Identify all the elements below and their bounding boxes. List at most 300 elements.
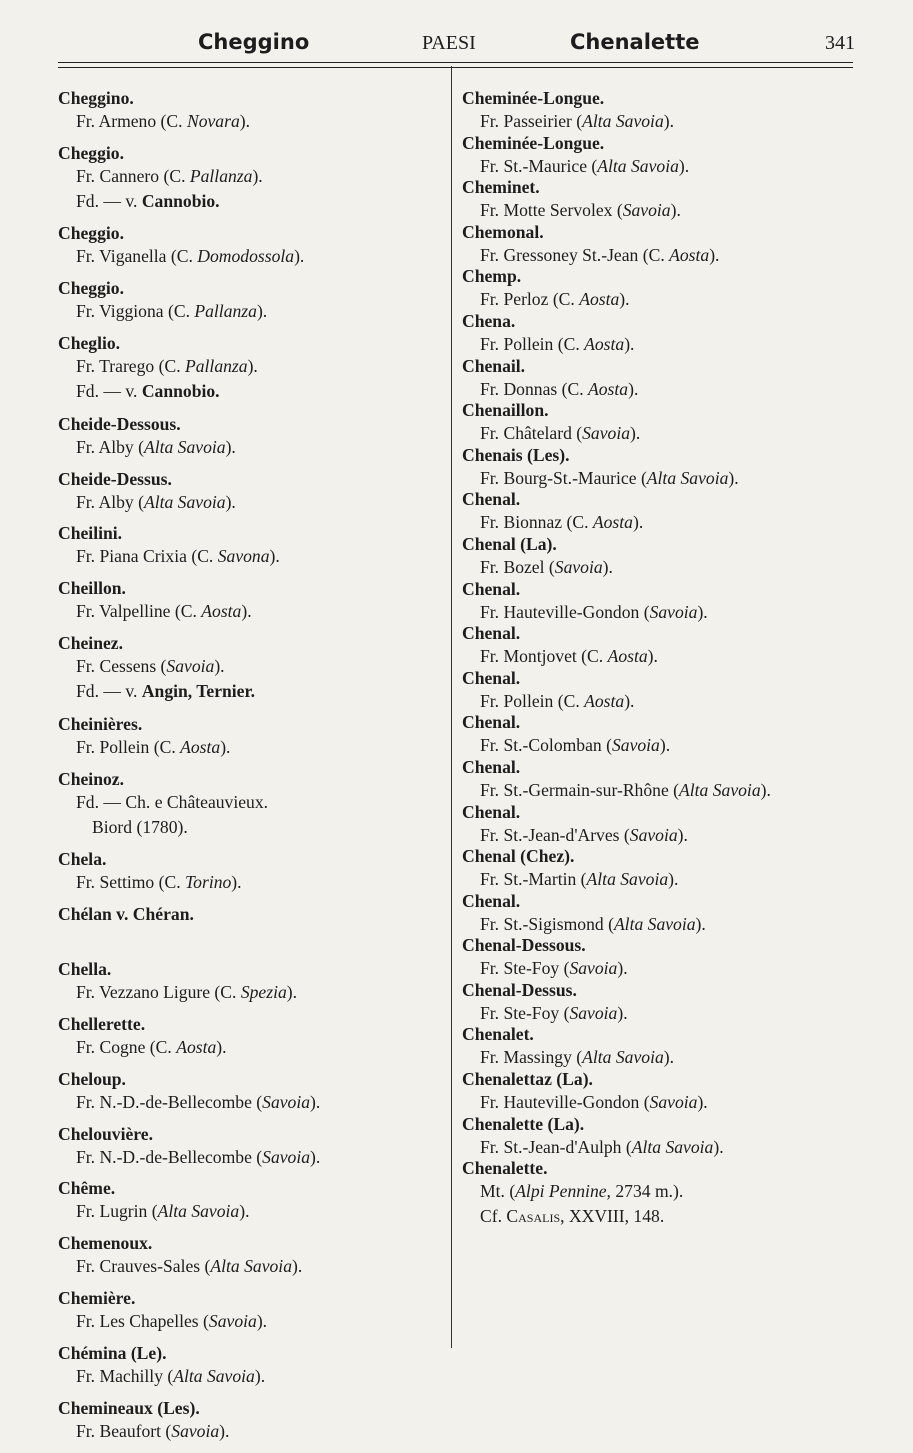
detail-text: ). bbox=[697, 1092, 708, 1113]
entry-headword: Chenalette. bbox=[462, 1158, 548, 1179]
detail-text: Fr. Hauteville-Gondon ( bbox=[480, 601, 650, 622]
detail-text: Fr. N.-D.-de-Bellecombe ( bbox=[76, 1091, 263, 1112]
detail-text: Fr. Massingy ( bbox=[480, 1047, 583, 1068]
gazetteer-entry bbox=[462, 802, 862, 847]
place-name-italic: Savoia bbox=[649, 601, 698, 622]
entry-detail-line bbox=[462, 1001, 862, 1026]
detail-text: ). bbox=[713, 1136, 724, 1157]
entry-headword: Chemenoux. bbox=[58, 1233, 153, 1254]
detail-text: Fr. St.-Jean-d'Arves ( bbox=[480, 824, 630, 845]
detail-text: ). bbox=[668, 869, 679, 890]
place-name-italic: Alta Savoia bbox=[679, 779, 761, 800]
citation-prefix: Cf. bbox=[480, 1206, 507, 1227]
entry-detail-line bbox=[58, 189, 448, 214]
entry-detail-line bbox=[462, 689, 862, 714]
entry-detail-line bbox=[58, 1419, 448, 1444]
gazetteer-entry bbox=[462, 1114, 862, 1159]
detail-text: ). bbox=[254, 1366, 266, 1387]
entry-detail-line bbox=[462, 1179, 862, 1204]
entry-headword: Chenais (Les). bbox=[462, 444, 570, 465]
gazetteer-entry bbox=[462, 400, 862, 445]
entry-headword: Chemineaux (Les). bbox=[58, 1398, 200, 1419]
place-name-italic: Pallanza bbox=[185, 356, 248, 377]
place-name-italic: Alta Savoia bbox=[157, 1201, 240, 1222]
entry-headword: Chellerette. bbox=[58, 1013, 146, 1034]
gazetteer-entry bbox=[58, 1288, 448, 1343]
entry-detail-line bbox=[58, 1254, 448, 1279]
entry-headword: Chenal-Dessus. bbox=[462, 979, 577, 1000]
place-name-italic: Aosta bbox=[592, 512, 633, 533]
detail-text: Fr. St.-Germain-sur-Rhône ( bbox=[480, 779, 680, 800]
gazetteer-entry bbox=[58, 1398, 448, 1453]
header-section-title: PAESI bbox=[422, 32, 476, 54]
citation-line bbox=[462, 1204, 862, 1229]
gazetteer-entry bbox=[58, 88, 448, 143]
detail-text: ). bbox=[214, 656, 225, 677]
gazetteer-entry bbox=[462, 534, 862, 579]
gazetteer-entry bbox=[462, 712, 862, 757]
entry-detail-line bbox=[462, 466, 862, 491]
gazetteer-entry bbox=[462, 1069, 862, 1114]
entry-headword: Chemp. bbox=[462, 266, 522, 287]
left-column bbox=[58, 88, 448, 1453]
detail-text: Fr. Trarego (C. bbox=[76, 356, 185, 377]
place-name-italic: Spezia bbox=[240, 981, 287, 1002]
detail-text: Fr. Vezzano Ligure (C. bbox=[76, 981, 241, 1002]
entry-headword: Chémina (Le). bbox=[58, 1343, 167, 1364]
place-name-italic: Pallanza bbox=[189, 165, 253, 186]
gazetteer-entry bbox=[462, 445, 862, 490]
detail-text: Fr. Châtelard ( bbox=[480, 423, 583, 444]
detail-text: Fr. Hauteville-Gondon ( bbox=[480, 1092, 650, 1113]
entry-headword: Chenal. bbox=[462, 578, 521, 599]
entry-detail-line bbox=[462, 421, 862, 446]
entry-headword: Cheide-Dessous. bbox=[58, 413, 181, 434]
entry-headword: Chenal. bbox=[462, 801, 521, 822]
detail-text: ). bbox=[252, 165, 263, 186]
detail-text: Fd. — v. bbox=[76, 381, 142, 402]
gazetteer-entry bbox=[58, 904, 448, 959]
gazetteer-entry bbox=[462, 935, 862, 980]
detail-text: ). bbox=[695, 913, 706, 934]
detail-text: ). bbox=[663, 111, 675, 131]
gazetteer-entry bbox=[462, 1158, 862, 1227]
entry-headword: Cheminet. bbox=[462, 177, 540, 198]
gazetteer-entry bbox=[462, 222, 862, 267]
entry-headword: Chenal (La). bbox=[462, 533, 557, 554]
entry-detail-line bbox=[462, 778, 862, 803]
entry-detail-line bbox=[58, 164, 448, 189]
place-name-italic: Savoia bbox=[629, 824, 678, 845]
entry-detail-line bbox=[462, 912, 862, 937]
detail-text: ). bbox=[628, 378, 639, 399]
entry-detail-line bbox=[462, 109, 862, 134]
place-name-italic: Savoia bbox=[569, 958, 618, 979]
entry-headword: Chenalet. bbox=[462, 1024, 534, 1045]
entry-detail-line bbox=[58, 870, 448, 895]
detail-text: ). bbox=[231, 872, 242, 893]
entry-headword: Chemière. bbox=[58, 1288, 136, 1309]
entry-headword: Cheminée-Longue. bbox=[462, 132, 605, 153]
entry-detail-line bbox=[58, 1090, 448, 1115]
detail-text: Fr. Alby ( bbox=[76, 436, 144, 457]
entry-headword: Cheggio. bbox=[58, 278, 124, 299]
entry-headword: Cheggino. bbox=[58, 88, 134, 108]
place-name-italic: Alta Savoia bbox=[597, 155, 679, 176]
place-name-italic: Savoia bbox=[208, 1311, 257, 1332]
gazetteer-entry bbox=[58, 1178, 448, 1233]
detail-text: ). bbox=[617, 1002, 628, 1023]
detail-text: ). bbox=[239, 1201, 250, 1222]
entry-detail-line bbox=[462, 867, 862, 892]
gazetteer-entry bbox=[462, 980, 862, 1025]
entry-detail-line bbox=[462, 154, 862, 179]
detail-text: ). bbox=[241, 601, 252, 622]
gazetteer-entry bbox=[58, 333, 448, 414]
entry-headword: Cheggio. bbox=[58, 142, 124, 163]
gazetteer-entry bbox=[58, 959, 448, 1014]
detail-text: ). bbox=[647, 646, 658, 667]
entry-headword: Cheilini. bbox=[58, 523, 123, 544]
detail-text: ). bbox=[760, 779, 771, 800]
entry-headword: Cheggio. bbox=[58, 223, 124, 244]
entry-detail-line bbox=[462, 823, 862, 848]
detail-text: Fr. Pollein (C. bbox=[480, 333, 585, 354]
entry-headword: Cheillon. bbox=[58, 578, 126, 599]
detail-text: Fd. — v. bbox=[76, 190, 142, 211]
place-name-italic: Savoia bbox=[611, 735, 660, 756]
place-name-italic: Aosta bbox=[176, 1036, 217, 1057]
page-number: 341 bbox=[825, 32, 855, 54]
cross-reference: Cannobio. bbox=[141, 381, 220, 402]
place-name-italic: Aosta bbox=[607, 646, 648, 667]
entry-headword: Chenail. bbox=[462, 355, 526, 376]
gazetteer-entry bbox=[462, 623, 862, 668]
entry-headword: Chélan v. Chéran. bbox=[58, 904, 194, 925]
gazetteer-entry bbox=[58, 1233, 448, 1288]
gazetteer-entry bbox=[462, 177, 862, 222]
gazetteer-entry bbox=[58, 1014, 448, 1069]
header-rule-top bbox=[58, 62, 853, 63]
entry-headword: Chenal-Dessous. bbox=[462, 935, 586, 956]
gazetteer-entry bbox=[462, 266, 862, 311]
detail-text: Fd. — v. bbox=[76, 681, 142, 702]
detail-text: ). bbox=[292, 1256, 303, 1277]
gazetteer-entry bbox=[462, 891, 862, 936]
detail-text: Fr. Valpelline (C. bbox=[76, 601, 202, 622]
detail-text: Fr. St.-Maurice ( bbox=[480, 155, 598, 176]
place-name-italic: Torino bbox=[185, 872, 232, 893]
detail-text: Fr. Perloz (C. bbox=[480, 289, 580, 310]
entry-headword: Cheloup. bbox=[58, 1068, 126, 1089]
citation-author: Casalis bbox=[506, 1206, 561, 1227]
entry-headword: Chenal. bbox=[462, 756, 521, 777]
detail-text: ). bbox=[663, 1047, 675, 1068]
entry-detail-line bbox=[58, 1309, 448, 1334]
entry-detail-line bbox=[462, 1135, 862, 1160]
entry-headword: Cheinoz. bbox=[58, 768, 124, 789]
detail-text: ). bbox=[216, 1036, 227, 1057]
detail-text: Fr. Beaufort ( bbox=[76, 1421, 172, 1442]
citation-suffix: , XXVIII, 148. bbox=[560, 1206, 665, 1227]
place-name-italic: Aosta bbox=[669, 244, 710, 265]
entry-detail-line bbox=[58, 435, 448, 460]
detail-text: Fr. Passeirier ( bbox=[480, 111, 583, 131]
detail-text: ). bbox=[256, 301, 268, 322]
cross-reference: Cannobio. bbox=[141, 190, 220, 211]
gazetteer-entry bbox=[58, 523, 448, 578]
place-name-italic: Alta Savoia bbox=[582, 1047, 664, 1068]
entry-detail-line bbox=[58, 354, 448, 379]
entry-headword: Chenalette (La). bbox=[462, 1113, 585, 1134]
entry-headword: Chenal. bbox=[462, 623, 521, 644]
entry-detail-line bbox=[462, 198, 862, 223]
place-name-italic: Savoia bbox=[171, 1421, 220, 1442]
right-column bbox=[462, 88, 862, 1227]
entry-detail-line bbox=[58, 679, 448, 704]
place-name-italic: Aosta bbox=[201, 601, 242, 622]
place-name-italic: Savoia bbox=[569, 1002, 618, 1023]
place-name-italic: Pallanza bbox=[194, 301, 257, 322]
gazetteer-entry bbox=[58, 1124, 448, 1179]
detail-text: ). bbox=[678, 155, 690, 176]
detail-text: ). bbox=[225, 491, 236, 512]
detail-text: ). bbox=[617, 958, 628, 979]
entry-detail-line bbox=[462, 332, 862, 357]
header-right-word: Chenalette bbox=[570, 30, 700, 54]
detail-text: ). bbox=[286, 981, 298, 1002]
detail-text: ). bbox=[602, 556, 613, 577]
detail-text: Fr. Montjovet (C. bbox=[480, 646, 608, 667]
gazetteer-entry bbox=[58, 278, 448, 333]
detail-text: Fr. N.-D.-de-Bellecombe ( bbox=[76, 1146, 263, 1167]
gazetteer-entry bbox=[58, 223, 448, 278]
header-rule-bottom bbox=[58, 67, 853, 68]
entry-headword: Cheinez. bbox=[58, 633, 123, 654]
entry-headword: Chella. bbox=[58, 958, 112, 979]
entry-headword: Cheglio. bbox=[58, 333, 121, 354]
gazetteer-entry bbox=[462, 757, 862, 802]
place-name-italic: Savoia bbox=[262, 1091, 311, 1112]
place-name-italic: Alta Savoia bbox=[646, 467, 729, 488]
entry-detail-line bbox=[58, 599, 448, 624]
detail-text: Mt. ( bbox=[480, 1181, 516, 1202]
entry-detail-line bbox=[58, 544, 448, 569]
entry-detail-line bbox=[58, 379, 448, 404]
entry-headword: Chela. bbox=[58, 849, 107, 870]
gazetteer-entry bbox=[58, 714, 448, 769]
detail-text: ). bbox=[670, 200, 681, 221]
detail-text: Fr. Lugrin ( bbox=[76, 1201, 158, 1222]
gazetteer-entry bbox=[58, 633, 448, 714]
entry-detail-line bbox=[462, 287, 862, 312]
detail-text: Fr. Donnas (C. bbox=[480, 378, 589, 399]
detail-text: Fr. St.-Colomban ( bbox=[480, 735, 612, 756]
entry-detail-line bbox=[462, 600, 862, 625]
detail-text: Biord (1780). bbox=[92, 816, 188, 837]
entry-detail-line bbox=[58, 1364, 448, 1389]
place-name-italic: Alta Savoia bbox=[582, 111, 664, 131]
entry-headword: Chenaillon. bbox=[462, 400, 549, 421]
detail-text: Fr. Viganella (C. bbox=[76, 246, 198, 267]
entry-detail-line bbox=[462, 555, 862, 580]
entry-detail-line bbox=[58, 244, 448, 269]
entry-detail-line bbox=[58, 109, 448, 134]
place-name-italic: Domodossola bbox=[197, 246, 295, 267]
detail-text: Fr. Ste-Foy ( bbox=[480, 1002, 570, 1023]
entry-detail-line bbox=[462, 733, 862, 758]
detail-text: Fr. Bourg-St.-Maurice ( bbox=[480, 467, 647, 488]
gazetteer-entry bbox=[58, 1343, 448, 1398]
detail-text: Fr. Viggiona (C. bbox=[76, 301, 195, 322]
detail-text: Fr. Piana Crixia (C. bbox=[76, 546, 218, 567]
gazetteer-entry bbox=[58, 143, 448, 224]
place-name-italic: Savoia bbox=[262, 1146, 311, 1167]
place-name-italic: Aosta bbox=[584, 690, 625, 711]
place-name-italic: Alta Savoia bbox=[143, 491, 226, 512]
gazetteer-entry bbox=[58, 1069, 448, 1124]
detail-text: Fr. Machilly ( bbox=[76, 1366, 174, 1387]
entry-detail-line bbox=[462, 956, 862, 981]
detail-text: 2734 m.). bbox=[610, 1181, 684, 1202]
detail-text: ). bbox=[632, 512, 644, 533]
entry-detail-line bbox=[58, 980, 448, 1005]
detail-text: ). bbox=[220, 736, 231, 757]
detail-text: ). bbox=[310, 1146, 321, 1167]
detail-text: Fr. Gressoney St.-Jean (C. bbox=[480, 244, 670, 265]
detail-text: Fr. Settimo (C. bbox=[76, 872, 185, 893]
entry-headword: Cheide-Dessus. bbox=[58, 468, 172, 489]
detail-text: Fr. Cannero (C. bbox=[76, 165, 190, 186]
place-name-italic: Alpi Pennine, bbox=[515, 1181, 611, 1202]
detail-text: ). bbox=[310, 1091, 321, 1112]
place-name-italic: Alta Savoia bbox=[173, 1366, 255, 1387]
detail-text: Fr. Pollein (C. bbox=[480, 690, 585, 711]
entry-headword: Cheinières. bbox=[58, 713, 143, 734]
detail-text: ). bbox=[624, 690, 635, 711]
detail-text: ). bbox=[697, 601, 708, 622]
detail-text: ). bbox=[630, 423, 641, 444]
entry-headword: Chemonal. bbox=[462, 221, 544, 242]
entry-detail-line bbox=[462, 510, 862, 535]
detail-text: ). bbox=[219, 1421, 230, 1442]
detail-text: ). bbox=[659, 735, 671, 756]
place-name-italic: Alta Savoia bbox=[631, 1136, 714, 1157]
place-name-italic: Aosta bbox=[579, 289, 620, 310]
entry-headword: Chême. bbox=[58, 1178, 116, 1199]
detail-text: Fr. Motte Servolex ( bbox=[480, 200, 623, 221]
place-name-italic: Savoia bbox=[166, 656, 215, 677]
entry-detail-line bbox=[58, 490, 448, 515]
place-name-italic: Novara bbox=[186, 111, 240, 131]
detail-text: Fd. — Ch. e Châteauvieux. bbox=[76, 791, 269, 812]
gazetteer-entry bbox=[462, 88, 862, 133]
entry-headword: Chenal. bbox=[462, 489, 521, 510]
detail-text: ). bbox=[256, 1311, 268, 1332]
detail-text: ). bbox=[269, 546, 280, 567]
detail-text: Fr. Ste-Foy ( bbox=[480, 958, 570, 979]
place-name-italic: Savoia bbox=[582, 423, 631, 444]
detail-text: Fr. Pollein (C. bbox=[76, 736, 181, 757]
place-name-italic: Savoia bbox=[649, 1092, 698, 1113]
detail-text: ). bbox=[677, 824, 688, 845]
gazetteer-entry bbox=[58, 849, 448, 904]
detail-text: Fr. St.-Martin ( bbox=[480, 869, 587, 890]
detail-text: Fr. Cogne (C. bbox=[76, 1036, 177, 1057]
entry-headword: Chenal. bbox=[462, 667, 521, 688]
entry-detail-line bbox=[462, 644, 862, 669]
header-left-word: Cheggino bbox=[198, 30, 310, 54]
place-name-italic: Savoia bbox=[622, 200, 671, 221]
entry-detail-line bbox=[58, 815, 448, 840]
entry-headword: Chelouvière. bbox=[58, 1123, 153, 1144]
entry-detail-line bbox=[58, 1199, 448, 1224]
entry-detail-line bbox=[58, 299, 448, 324]
gazetteer-entry bbox=[462, 846, 862, 891]
entry-detail-line bbox=[58, 790, 448, 815]
entry-detail-line bbox=[58, 1035, 448, 1060]
gazetteer-entry bbox=[462, 1024, 862, 1069]
place-name-italic: Aosta bbox=[180, 736, 221, 757]
detail-text: Fr. Les Chapelles ( bbox=[76, 1311, 209, 1332]
running-header bbox=[58, 24, 855, 62]
entry-detail-line bbox=[462, 1090, 862, 1115]
entry-headword: Chenal (Chez). bbox=[462, 846, 575, 867]
detail-text: Fr. Cessens ( bbox=[76, 656, 167, 677]
place-name-italic: Savoia bbox=[554, 556, 603, 577]
entry-detail-line bbox=[58, 654, 448, 679]
detail-text: ). bbox=[709, 244, 720, 265]
gazetteer-entry bbox=[462, 133, 862, 178]
detail-text: Fr. Bionnaz (C. bbox=[480, 512, 593, 533]
place-name-italic: Alta Savoia bbox=[613, 913, 696, 934]
detail-text: ). bbox=[239, 111, 250, 131]
detail-text: ). bbox=[624, 333, 635, 354]
detail-text: ). bbox=[728, 467, 739, 488]
detail-text: Fr. Crauves-Sales ( bbox=[76, 1256, 211, 1277]
detail-text: Fr. Bozel ( bbox=[480, 556, 555, 577]
entry-headword: Chenalettaz (La). bbox=[462, 1069, 593, 1090]
gazetteer-entry bbox=[462, 489, 862, 534]
entry-detail-line bbox=[58, 735, 448, 760]
place-name-italic: Alta Savoia bbox=[143, 436, 226, 457]
detail-text: Fr. Alby ( bbox=[76, 491, 144, 512]
entry-detail-line bbox=[462, 1045, 862, 1070]
entry-headword: Chenal. bbox=[462, 712, 521, 733]
place-name-italic: Aosta bbox=[584, 333, 625, 354]
gazetteer-entry bbox=[462, 311, 862, 356]
column-divider bbox=[451, 66, 452, 1348]
detail-text: Fr. St.-Jean-d'Aulph ( bbox=[480, 1136, 632, 1157]
entry-detail-line bbox=[58, 1145, 448, 1170]
entry-detail-line bbox=[462, 377, 862, 402]
detail-text: Fr. St.-Sigismond ( bbox=[480, 913, 614, 934]
place-name-italic: Savona bbox=[217, 546, 270, 567]
gazetteer-entry bbox=[462, 579, 862, 624]
detail-text: Fr. Armeno (C. bbox=[76, 111, 187, 131]
place-name-italic: Alta Savoia bbox=[586, 869, 669, 890]
gazetteer-entry bbox=[58, 414, 448, 469]
place-name-italic: Alta Savoia bbox=[210, 1256, 292, 1277]
detail-text: ). bbox=[247, 356, 258, 377]
place-name-italic: Aosta bbox=[588, 378, 629, 399]
gazetteer-entry bbox=[58, 578, 448, 633]
cross-reference: Angin, Ternier. bbox=[141, 681, 256, 702]
gazetteer-entry bbox=[58, 769, 448, 850]
entry-headword: Chenal. bbox=[462, 890, 521, 911]
entry-headword: Chena. bbox=[462, 310, 516, 331]
gazetteer-entry bbox=[462, 356, 862, 401]
